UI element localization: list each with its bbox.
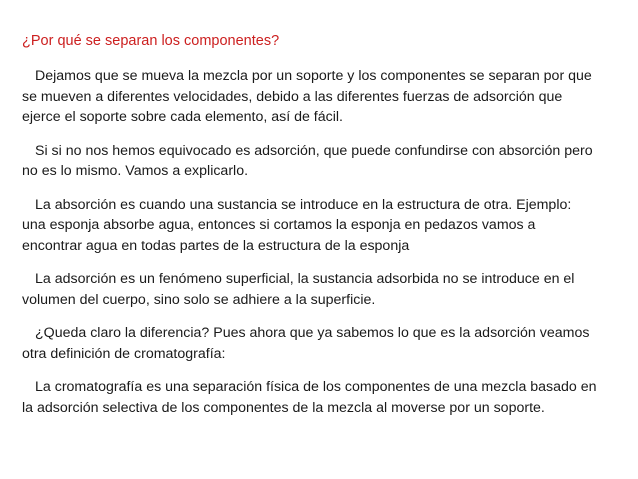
paragraph-line: Dejamos que se mueva la mezcla por un soporte y los componentes se separan por que [35,68,592,84]
paragraph-line: se mueven a diferentes velocidades, debido a las diferentes fuerzas de adsorción que [22,88,563,105]
paragraph-line: una esponja absorbe agua, entonces si cortamos la esponja en pedazos vamos a [22,217,536,233]
slide-title: ¿Por qué se separan los componentes? [22,33,280,49]
paragraph-line: otra definición de cromatografía: [22,345,226,362]
paragraph-line: ejerce el soporte sobre cada elemento, así de fácil. [22,109,343,125]
slide-body [22,66,622,431]
paragraph-transition [22,323,622,364]
paragraph-adsorption-intro [22,66,622,128]
paragraph-adsorption-definition [22,269,622,310]
paragraph-line: ¿Queda claro la diferencia? Pues ahora que ya sabemos lo que es la adsorción veamos [35,325,590,341]
paragraph-line: volumen del cuerpo, sino solo se adhiere a la superficie. [22,291,376,308]
paragraph-line: no es lo mismo. Vamos a explicarlo. [22,163,249,179]
paragraph-line: Si si no nos hemos equivocado es adsorción, que puede confundirse con absorción pero [35,142,593,159]
paragraph-line: La adsorción es un fenómeno superficial, la sustancia adsorbida no se introduce en el [35,271,575,287]
paragraph-line: La cromatografía es una separación física de los componentes de una mezcla basado en [35,379,597,395]
paragraph-adsorption-vs-absorption [22,141,622,182]
paragraph-line: la adsorción selectiva de los componentes de la mezcla al moverse por un soporte. [22,399,545,416]
paragraph-absorption-definition [22,195,622,257]
paragraph-line: La absorción es cuando una sustancia se introduce en la estructura de otra. Ejemplo: [35,196,572,213]
paragraph-chromatography-definition [22,377,622,418]
paragraph-line: encontrar agua en todas partes de la estructura de la esponja [22,237,410,254]
